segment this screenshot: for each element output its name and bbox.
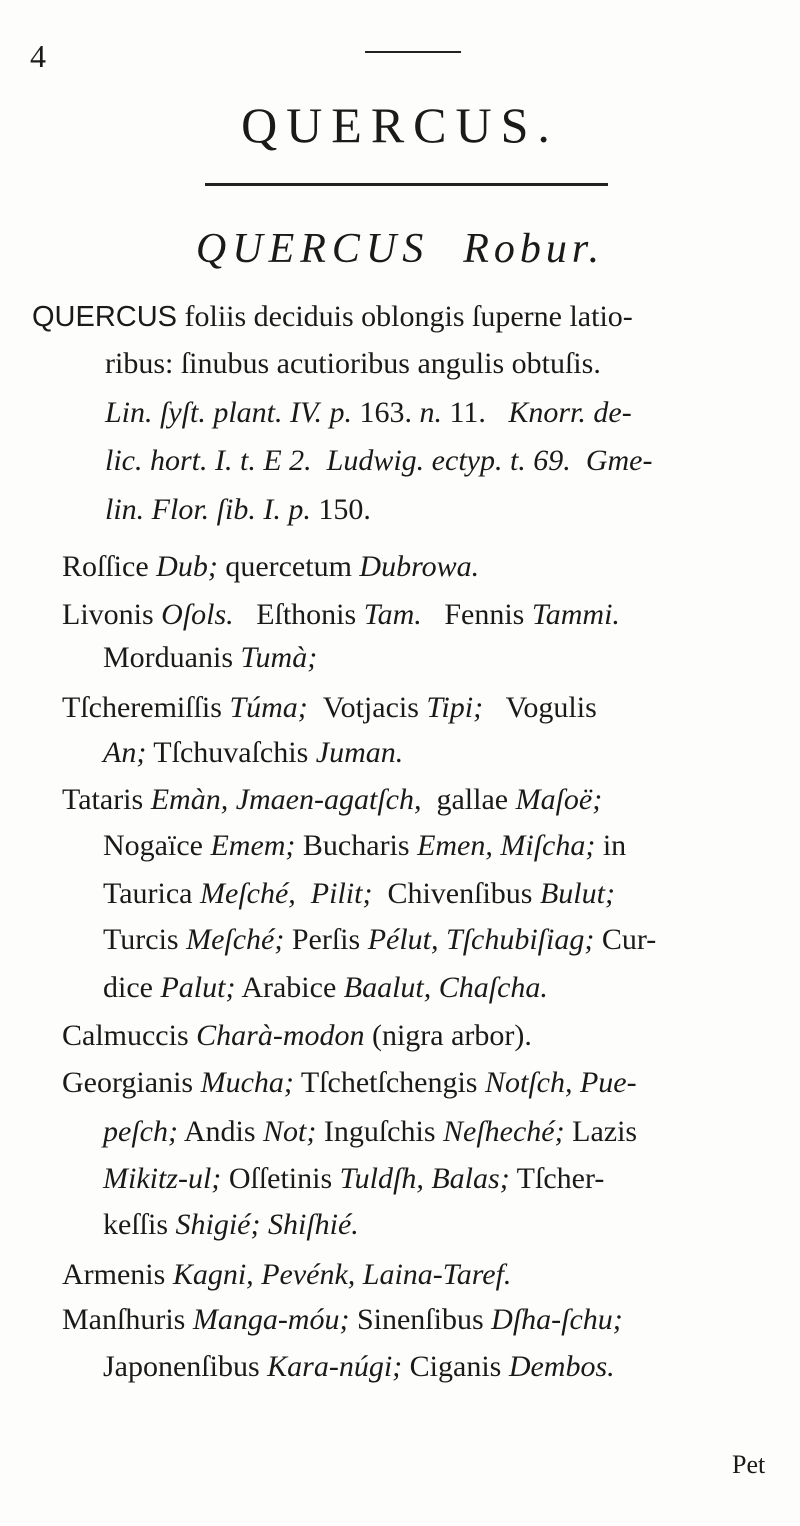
names-line: Armenis Kagni, Pevénk, Laina-Taref. xyxy=(62,1258,512,1291)
names-line: An; Tſchuvaſchis Juman. xyxy=(103,736,404,769)
names-line: Calmuccis Charà-modon (nigra arbor). xyxy=(62,1019,532,1052)
names-line: Roſſice Dub; quercetum Dubrowa. xyxy=(62,550,480,583)
names-line: Manſhuris Manga-móu; Sinenſibus Dſha-ſchu; xyxy=(62,1303,623,1336)
names-line: Turcis Meſché; Perſis Pélut, Tſchubiſiag; Cur- xyxy=(103,923,657,956)
header-rule xyxy=(365,51,461,53)
species-epithet: Robur. xyxy=(463,226,605,272)
names-line: Morduanis Tumà; xyxy=(103,641,318,674)
names-line: peſch; Andis Not; Inguſchis Neſheché; Lazis xyxy=(103,1115,638,1148)
names-line: keſſis Shigié; Shiſhié. xyxy=(103,1208,359,1241)
description-lead: QUERCUS xyxy=(32,301,178,333)
description-line: QUERCUS foliis deciduis oblongis ſuperne latio- xyxy=(32,300,633,333)
description-line: ribus: ſinubus acutioribus angulis obtuſis. xyxy=(105,347,601,380)
names-line: Mikitz-ul; Oſſetinis Tuldſh, Balas; Tſcher- xyxy=(103,1162,605,1195)
names-line: Taurica Meſché, Pilit; Chivenſibus Bulut; xyxy=(103,877,615,910)
names-line: Tſcheremiſſis Túma; Votjacis Tipi; Vogulis xyxy=(62,691,597,724)
names-line: Japonenſibus Kara-núgi; Ciganis Dembos. xyxy=(103,1350,615,1383)
reference-line: lic. hort. I. t. E 2. Ludwig. ectyp. t. 69. Gme- xyxy=(105,444,653,477)
names-line: dice Palut; Arabice Baalut, Chaſcha. xyxy=(103,971,548,1004)
page-title: QUERCUS. xyxy=(241,97,559,153)
page-number: 4 xyxy=(30,38,46,74)
title-rule xyxy=(205,183,608,186)
names-line: Nogaïce Emem; Bucharis Emen, Miſcha; in xyxy=(103,829,627,862)
names-line: Georgianis Mucha; Tſchetſchengis Notſch, Pue- xyxy=(62,1066,637,1099)
species-genus: QUERCUS xyxy=(195,226,430,272)
catchword: Pet xyxy=(732,1450,766,1479)
reference-line: lin. Flor. ſib. I. p. 150. xyxy=(105,493,371,526)
reference-line: Lin. ſyſt. plant. IV. p. 163. n. 11. Knorr. de- xyxy=(105,396,632,429)
species-heading xyxy=(0,225,800,273)
names-line: Tataris Emàn, Jmaen-agatſch, gallae Maſoë; xyxy=(62,783,603,816)
names-line: Livonis Oſols. Eſthonis Tam. Fennis Tammi. xyxy=(62,598,620,631)
